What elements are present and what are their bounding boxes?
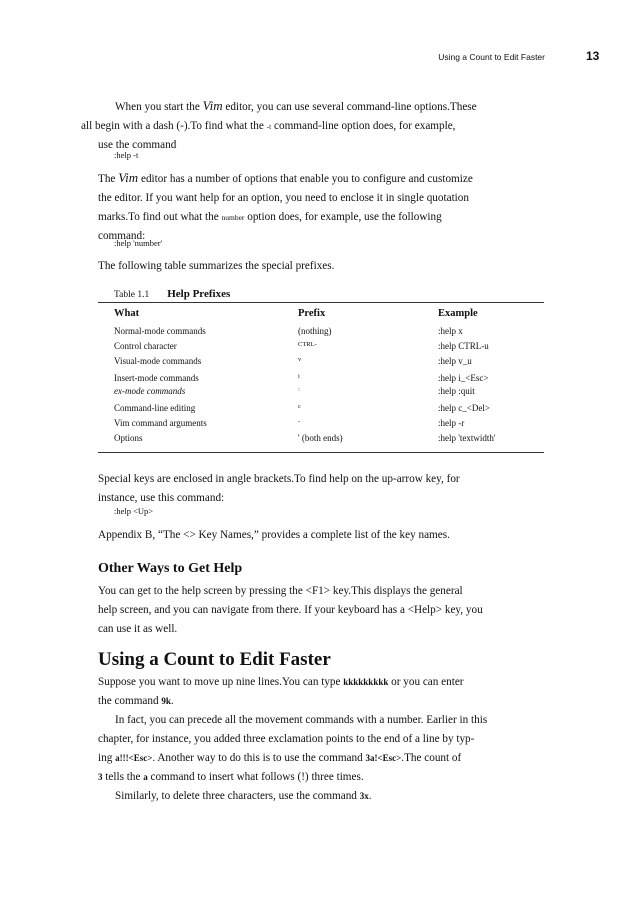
command-help-t: :help -t xyxy=(114,150,139,160)
command-help-number: :help 'number' xyxy=(114,238,163,248)
command-9k: 9k xyxy=(161,696,171,706)
table-top-rule xyxy=(98,302,544,303)
paragraph-intro: When you start the Vim editor, you can use several command-line options.These all begin with a dash (-).To find what the -t command-line option does, for example, use the command xyxy=(81,98,477,151)
paragraph-options: The Vim editor has a number of options that enable you to configure and customize the editor. If you want help for an option, you need to enclose it in single quotation marks.To find out what the number option does, for example, use the following command: xyxy=(98,170,473,242)
option-t: -t xyxy=(266,122,272,131)
command-3x: 3x xyxy=(359,791,369,801)
paragraph-appendix: Appendix B, “The <> Key Names,” provides a complete list of the key names. xyxy=(98,529,450,541)
paragraph-other-ways: You can get to the help screen by pressing the <F1> key.This displays the general help screen, and you can navigate from there. If your keyboard has a <Help> key, you can use it as well. xyxy=(98,585,483,635)
table-bottom-rule xyxy=(98,452,544,453)
page-number: 13 xyxy=(586,49,600,63)
vim-name: Vim xyxy=(202,98,223,113)
command-kkkkkkkkk: kkkkkkkkk xyxy=(343,677,389,687)
section-heading-other-ways: Other Ways to Get Help xyxy=(98,561,243,576)
running-header: Using a Count to Edit Faster xyxy=(438,52,545,62)
paragraph-special-keys: Special keys are enclosed in angle brackets.To find help on the up-arrow key, for instance, use this command: xyxy=(98,473,460,504)
paragraph-table-intro: The following table summarizes the special prefixes. xyxy=(98,260,335,272)
section-heading-count: Using a Count to Edit Faster xyxy=(98,649,331,670)
option-number: number xyxy=(221,213,245,222)
command-a-esc: a!!!<Esc> xyxy=(115,753,153,763)
paragraph-count: Suppose you want to move up nine lines.You can type kkkkkkkkk or you can enter the command 9k. In fact, you can precede all the movement commands with a number. Earlier in this chapter, for instance, you added three exclamation points to the end of a line by typ- ing a!!!<Esc>. Another way to do this is to use the command 3a!<Esc>.The count of 3 tells the a command to insert what follows (!) three times. Similarly, to delete three characters, use the command 3x. xyxy=(98,676,488,802)
table-caption: Table 1.1 Help Prefixes xyxy=(114,288,231,300)
command-help-up: :help <Up> xyxy=(114,506,154,516)
command-3a-esc: 3a!<Esc> xyxy=(365,753,402,763)
vim-name: Vim xyxy=(118,170,139,185)
